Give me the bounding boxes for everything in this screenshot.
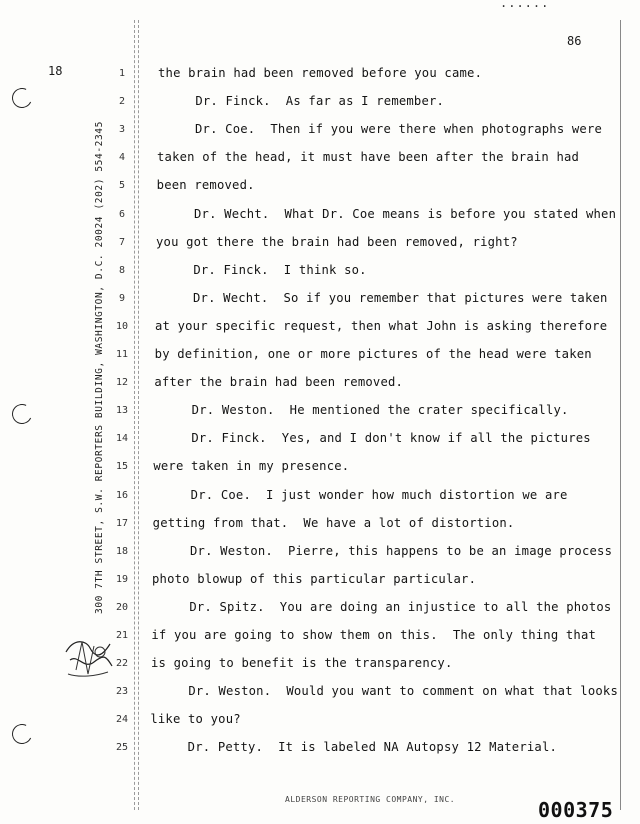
transcript-line: Dr. Wecht. What Dr. Coe means is before you stated when	[156, 206, 617, 221]
margin-number: 18	[48, 64, 63, 78]
line-number: 22	[116, 658, 129, 670]
line-number: 15	[116, 461, 129, 473]
binder-hole-icon	[9, 85, 35, 111]
margin-rule-left-inner	[138, 20, 139, 810]
line-number: 24	[116, 714, 129, 726]
page-number: 86	[567, 34, 582, 48]
transcript-line: Dr. Finck. I think so.	[155, 262, 367, 277]
transcript-line: were taken in my presence.	[153, 459, 350, 474]
binder-hole-icon	[9, 401, 35, 427]
margin-rule-left	[134, 20, 135, 810]
line-number: 5	[118, 180, 126, 192]
transcript-line: Dr. Coe. Then if you were there when photographs were	[157, 122, 603, 137]
bates-number: 000375	[538, 798, 614, 822]
binder-hole-icon	[9, 721, 35, 747]
transcript-line: Dr. Finck. As far as I remember.	[157, 94, 445, 109]
line-number: 4	[118, 152, 126, 164]
transcript-line: Dr. Weston. Pierre, this happens to be an image process	[152, 543, 613, 558]
transcript-line: if you are going to show them on this. The only thing that	[151, 628, 597, 642]
line-number: 11	[116, 349, 129, 360]
transcript-line: Dr. Weston. He mentioned the crater specifically.	[154, 403, 569, 418]
line-number: 6	[118, 208, 126, 220]
line-number: 13	[116, 405, 129, 417]
line-number: 7	[118, 236, 126, 248]
transcript-line: Dr. Finck. Yes, and I don't know if all the pictures	[153, 431, 591, 446]
transcript-line: by definition, one or more pictures of the head were taken	[154, 347, 592, 361]
line-number: 25	[116, 742, 129, 754]
transcript-line: been removed.	[156, 178, 255, 193]
transcript-line: Dr. Spitz. You are doing an injustice to all the photos	[151, 599, 612, 614]
transcript-line: taken of the head, it must have been after the brain had	[157, 150, 580, 165]
transcript-line: the brain had been removed before you came.	[158, 66, 483, 80]
top-mark: ......	[500, 0, 550, 10]
line-number: 18	[116, 545, 129, 557]
reporting-company: ALDERSON REPORTING COMPANY, INC.	[285, 795, 456, 804]
line-number: 8	[118, 264, 126, 276]
transcript-line: Dr. Weston. Would you want to comment on what that looks	[150, 684, 618, 699]
transcript-line: like to you?	[150, 712, 241, 727]
reporter-address: 300 7TH STREET, S.W. REPORTERS BUILDING, WASHINGTON, D.C. 20024 (202) 554-2345	[94, 121, 105, 614]
line-number: 12	[116, 377, 129, 389]
transcript-line: Dr. Coe. I just wonder how much distortion we are	[153, 487, 568, 502]
transcript-line: getting from that. We have a lot of distortion.	[152, 515, 515, 530]
line-number: 2	[118, 96, 126, 108]
line-number: 16	[116, 489, 129, 501]
line-number: 10	[116, 320, 129, 332]
line-number: 19	[116, 573, 129, 585]
line-number: 1	[118, 68, 126, 79]
line-number: 17	[116, 517, 129, 529]
margin-rule-right	[620, 20, 621, 810]
transcript-line: you got there the brain had been removed, right?	[156, 234, 518, 249]
transcript-line: is going to benefit is the transparency.	[151, 656, 453, 671]
transcript-line: after the brain had been removed.	[154, 375, 404, 390]
line-number: 9	[118, 292, 126, 304]
transcript-line: photo blowup of this particular particular.	[152, 571, 477, 586]
line-number: 23	[116, 686, 129, 698]
transcript-line: Dr. Wecht. So if you remember that pictures were taken	[155, 290, 608, 305]
line-number: 20	[116, 601, 129, 613]
transcript-line: Dr. Petty. It is labeled NA Autopsy 12 Material.	[150, 740, 558, 755]
line-number: 21	[116, 630, 129, 641]
line-number: 3	[118, 124, 126, 136]
transcript-line: at your specific request, then what John is asking therefore	[155, 318, 608, 333]
signature-stamp-icon	[60, 630, 116, 682]
line-number: 14	[116, 433, 129, 445]
